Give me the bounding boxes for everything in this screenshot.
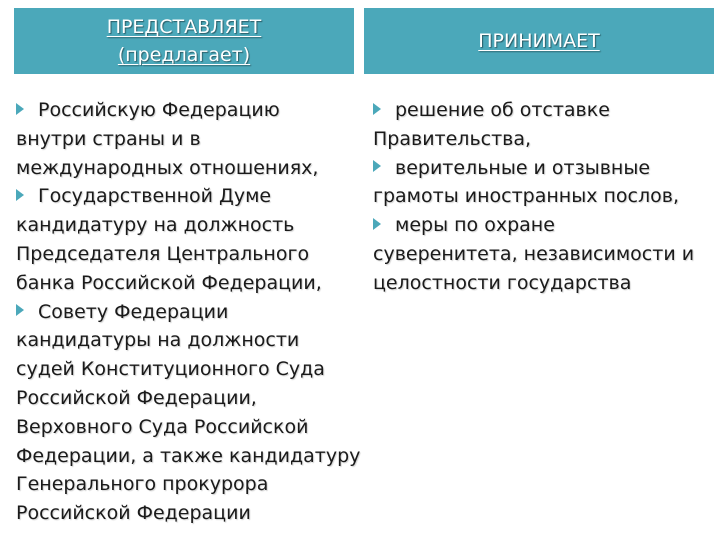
item-text-line: Председателя Центрального <box>16 242 310 265</box>
item-text-line: меры по охране <box>395 214 555 237</box>
item-text-line: кандидатуру на должность <box>16 214 295 237</box>
item-text-line: решение об отставке <box>395 99 610 121</box>
list-item <box>373 211 713 297</box>
item-text-line: кандидатуры на должности <box>16 329 300 352</box>
left-header-subtitle: (предлагает) <box>117 44 251 66</box>
left-column-header <box>14 8 354 74</box>
item-text-line: суверенитета, независимости и <box>373 242 695 265</box>
list-item <box>16 96 362 182</box>
triangle-right-icon <box>16 189 24 201</box>
item-text-line: целостности государства <box>373 271 632 294</box>
list-item <box>16 298 362 528</box>
item-text-line: банка Российской Федерации, <box>16 271 322 294</box>
right-column-header <box>364 8 714 74</box>
item-text-line: верительные и отзывные <box>395 156 651 179</box>
list-item <box>373 96 713 154</box>
item-text-line: Совету Федерации <box>38 300 229 323</box>
left-header-title: ПРЕДСТАВЛЯЕТ <box>106 16 262 38</box>
item-text-line: Федерации, а также кандидатуру <box>16 444 361 467</box>
triangle-right-icon <box>373 160 381 172</box>
triangle-right-icon <box>16 304 24 316</box>
triangle-right-icon <box>373 103 381 115</box>
item-text-line: Государственной Думе <box>38 185 272 208</box>
triangle-right-icon <box>373 218 381 230</box>
right-column-list <box>373 96 713 298</box>
item-text-line: Российской Федерации <box>16 502 251 525</box>
item-text-line: Правительства, <box>373 127 532 150</box>
item-text-line: Верховного Суда Российской <box>16 415 309 438</box>
triangle-right-icon <box>16 103 24 115</box>
list-item <box>16 182 362 297</box>
right-header-title: ПРИНИМАЕТ <box>478 30 600 52</box>
list-item <box>373 154 713 212</box>
item-text-line: внутри страны и в <box>16 127 201 150</box>
left-column-list <box>16 96 362 528</box>
item-text-line: грамоты иностранных послов, <box>373 185 679 208</box>
item-text-line: судей Конституционного Суда <box>16 358 325 381</box>
item-text-line: Российскую Федерацию <box>38 99 280 121</box>
item-text-line: Генерального прокурора <box>16 473 269 496</box>
item-text-line: международных отношениях, <box>16 156 319 179</box>
item-text-line: Российской Федерации, <box>16 386 257 409</box>
